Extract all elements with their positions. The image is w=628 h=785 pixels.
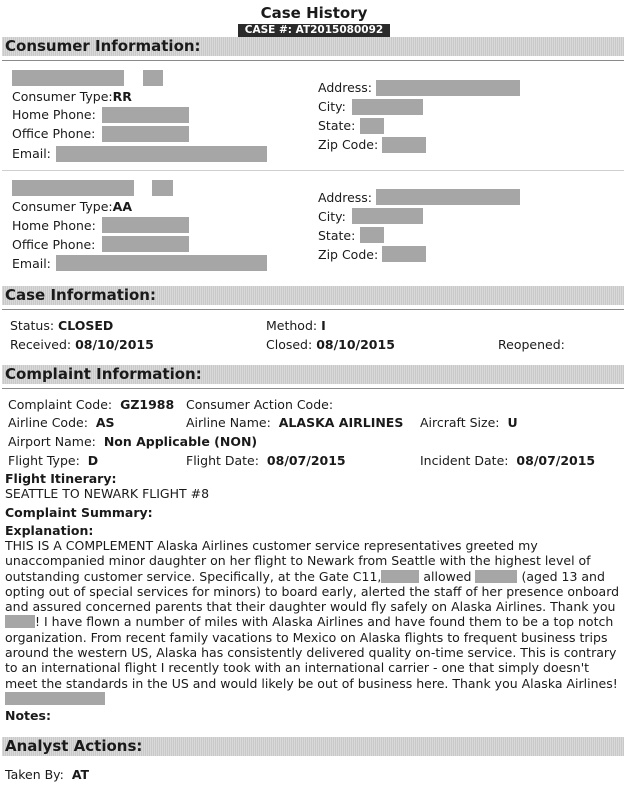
redacted-name bbox=[5, 615, 35, 628]
notes-label: Notes: bbox=[5, 708, 51, 723]
complaint-code-field: Complaint Code: GZ1988 bbox=[8, 397, 175, 412]
city-label: City: bbox=[318, 99, 346, 114]
complaint-code-value: GZ1988 bbox=[120, 397, 175, 412]
method-field: Method: I bbox=[266, 318, 326, 333]
airport-value: Non Applicable (NON) bbox=[103, 434, 258, 449]
state-label: State: bbox=[318, 228, 356, 243]
divider bbox=[2, 170, 624, 171]
consumer-action-label: Consumer Action Code: bbox=[186, 397, 334, 412]
flight-type-value: D bbox=[87, 453, 99, 468]
zip-label: Zip Code: bbox=[318, 247, 379, 262]
flight-date-value: 08/07/2015 bbox=[266, 453, 346, 468]
redacted-zip bbox=[382, 246, 426, 262]
redacted-name bbox=[12, 70, 124, 86]
redacted-state bbox=[360, 118, 384, 134]
section-header-case: Case Information: bbox=[2, 286, 624, 305]
aircraft-size-value: U bbox=[507, 415, 518, 430]
home-phone-label: Home Phone: bbox=[12, 107, 96, 122]
received-value: 08/10/2015 bbox=[75, 337, 154, 352]
status-field: Status: CLOSED bbox=[10, 318, 114, 333]
summary-label: Complaint Summary: bbox=[5, 505, 153, 520]
address-label: Address: bbox=[318, 80, 372, 95]
divider bbox=[2, 309, 624, 310]
redacted-city bbox=[352, 99, 423, 115]
itinerary-label: Flight Itinerary: bbox=[5, 471, 117, 486]
redacted-name bbox=[143, 70, 163, 86]
redacted-name bbox=[5, 692, 105, 705]
redacted-address bbox=[376, 80, 520, 96]
consumer-type-label: Consumer Type:AA bbox=[12, 199, 132, 214]
redacted-name bbox=[475, 570, 517, 583]
aircraft-size-field: Aircraft Size: U bbox=[420, 415, 518, 430]
redacted-name bbox=[152, 180, 173, 196]
airline-name-value: ALASKA AIRLINES bbox=[278, 415, 404, 430]
redacted-name bbox=[381, 570, 419, 583]
flight-type-field: Flight Type: D bbox=[8, 453, 99, 468]
zip-label: Zip Code: bbox=[318, 137, 379, 152]
case-number-bar: CASE #: AT2015080092 bbox=[238, 24, 390, 37]
redacted-zip bbox=[382, 137, 426, 153]
explanation-text: THIS IS A COMPLEMENT Alaska Airlines customer service representatives greeted my unaccompanied minor daughter on her flight to Newark from Seattle with the highest level of outstanding customer service. Specifically, at the Gate C11, allowed (aged 13 and opting out of special services for minors) to board early, alerted the staff of her presence onboard and assured concerned parents that their daughter would fly safely on Alaska Airlines. Thank you ! I have flown a number of miles with Alaska Airlines and have found them to be a top notch organization. From recent family vacations to Mexico on Alaska flights to frequent business trips around the western US, Alaska has consistently delivered quality on-time service. This is contrary to an international flight I recently took with an international carrier - one that simply doesn't meet the standards in the US and would likely be out of business here. Thank you Alaska Airlines! bbox=[5, 538, 620, 706]
section-header-complaint: Complaint Information: bbox=[2, 365, 624, 384]
redacted-office-phone bbox=[102, 126, 189, 142]
state-label: State: bbox=[318, 118, 356, 133]
divider bbox=[2, 60, 624, 61]
taken-by-field: Taken By: AT bbox=[5, 767, 90, 782]
redacted-email bbox=[56, 146, 267, 162]
email-label: Email: bbox=[12, 146, 51, 161]
office-phone-label: Office Phone: bbox=[12, 126, 96, 141]
method-value: I bbox=[321, 318, 326, 333]
explanation-label: Explanation: bbox=[5, 523, 94, 538]
redacted-address bbox=[376, 189, 520, 205]
status-value: CLOSED bbox=[58, 318, 114, 333]
redacted-email bbox=[56, 255, 267, 271]
consumer-type-label: Consumer Type:RR bbox=[12, 89, 132, 104]
airline-name-field: Airline Name: ALASKA AIRLINES bbox=[186, 415, 404, 430]
airline-code-value: AS bbox=[95, 415, 115, 430]
consumer-type-value: AA bbox=[112, 199, 132, 214]
airport-field: Airport Name: Non Applicable (NON) bbox=[8, 434, 258, 449]
airline-code-field: Airline Code: AS bbox=[8, 415, 115, 430]
closed-field: Closed: 08/10/2015 bbox=[266, 337, 395, 352]
page-title: Case History bbox=[260, 4, 368, 22]
flight-date-field: Flight Date: 08/07/2015 bbox=[186, 453, 346, 468]
redacted-office-phone bbox=[102, 236, 189, 252]
consumer-type-value: RR bbox=[112, 89, 132, 104]
incident-date-value: 08/07/2015 bbox=[516, 453, 596, 468]
email-label: Email: bbox=[12, 256, 51, 271]
office-phone-label: Office Phone: bbox=[12, 237, 96, 252]
section-header-consumer: Consumer Information: bbox=[2, 37, 624, 56]
address-label: Address: bbox=[318, 190, 372, 205]
reopened-label: Reopened: bbox=[498, 337, 565, 352]
incident-date-field: Incident Date: 08/07/2015 bbox=[420, 453, 596, 468]
closed-value: 08/10/2015 bbox=[316, 337, 395, 352]
redacted-city bbox=[352, 208, 423, 224]
itinerary-value: SEATTLE TO NEWARK FLIGHT #8 bbox=[5, 486, 210, 501]
city-label: City: bbox=[318, 209, 346, 224]
divider bbox=[2, 388, 624, 389]
section-header-analyst: Analyst Actions: bbox=[2, 737, 624, 756]
home-phone-label: Home Phone: bbox=[12, 218, 96, 233]
redacted-state bbox=[360, 227, 384, 243]
redacted-name bbox=[12, 180, 134, 196]
redacted-home-phone bbox=[102, 217, 189, 233]
received-field: Received: 08/10/2015 bbox=[10, 337, 154, 352]
taken-by-value: AT bbox=[71, 767, 90, 782]
redacted-home-phone bbox=[102, 107, 189, 123]
